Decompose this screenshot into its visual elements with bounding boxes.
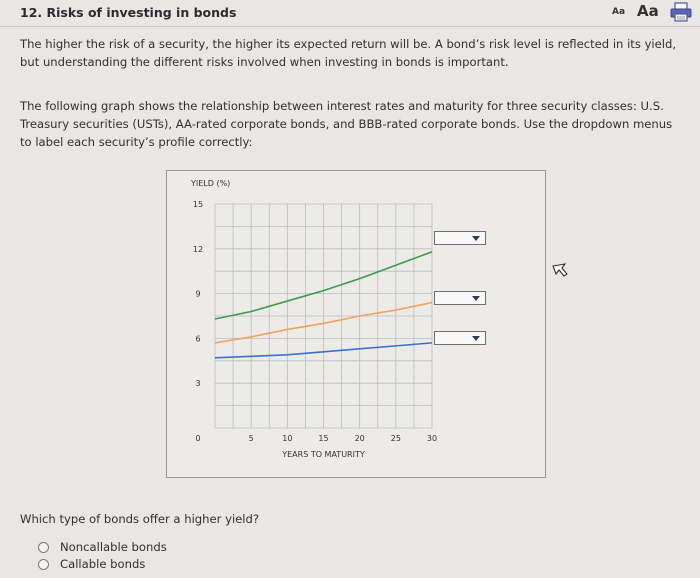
decrease-font-button[interactable]: Aa bbox=[612, 7, 626, 17]
y-tick-label: 9 bbox=[195, 289, 201, 299]
radio-button[interactable] bbox=[38, 542, 49, 553]
x-tick-label: 5 bbox=[248, 434, 254, 443]
question-text: Which type of bonds offer a higher yield? bbox=[20, 512, 260, 526]
x-tick-label: 0 bbox=[195, 434, 201, 443]
y-tick-label: 3 bbox=[195, 379, 201, 389]
question-title: 12. Risks of investing in bonds bbox=[20, 5, 237, 20]
option-callable[interactable] bbox=[38, 557, 188, 573]
intro-paragraph: The higher the risk of a security, the higher its expected return will be. A bond’s risk level is reflected in its yield, but understanding the different risks involved when investing in bonds is important. bbox=[20, 37, 677, 69]
radio-button[interactable] bbox=[38, 559, 49, 570]
x-tick-label: 15 bbox=[318, 434, 329, 443]
print-icon[interactable] bbox=[670, 2, 692, 22]
y-tick-label: 12 bbox=[192, 244, 204, 254]
y-axis-title: YIELD (%) bbox=[191, 179, 231, 188]
x-tick-label: 10 bbox=[282, 434, 293, 443]
option-noncallable[interactable] bbox=[38, 540, 188, 556]
mouse-cursor-icon bbox=[551, 262, 569, 280]
yield-curve-graph bbox=[166, 170, 546, 478]
x-tick-label: 25 bbox=[390, 434, 401, 443]
dropdown-blue-curve[interactable] bbox=[434, 331, 486, 345]
option-label: Callable bonds bbox=[60, 557, 146, 571]
x-axis-title: YEARS TO MATURITY bbox=[282, 450, 365, 459]
increase-font-button[interactable]: Aa bbox=[637, 2, 659, 20]
dropdown-arrow-icon bbox=[472, 296, 480, 301]
dropdown-arrow-icon bbox=[472, 336, 480, 341]
yield-chart bbox=[167, 171, 545, 477]
dropdown-green-curve[interactable] bbox=[434, 231, 486, 245]
question-header bbox=[0, 0, 700, 27]
instructions-paragraph: The following graph shows the relationship between interest rates and maturity for three security classes: U.S. Treasury securities (USTs), AA-rated corporate bonds, and BBB-rated corporate bonds. Use the dropdown menus to label each security’s profile correctly: bbox=[20, 99, 673, 149]
y-tick-label: 15 bbox=[192, 200, 204, 209]
dropdown-arrow-icon bbox=[472, 236, 480, 241]
option-label: Noncallable bonds bbox=[60, 540, 167, 554]
dropdown-orange-curve[interactable] bbox=[434, 291, 486, 305]
y-tick-label: 6 bbox=[195, 334, 201, 344]
x-tick-label: 30 bbox=[426, 434, 438, 443]
x-tick-label: 20 bbox=[354, 434, 365, 443]
